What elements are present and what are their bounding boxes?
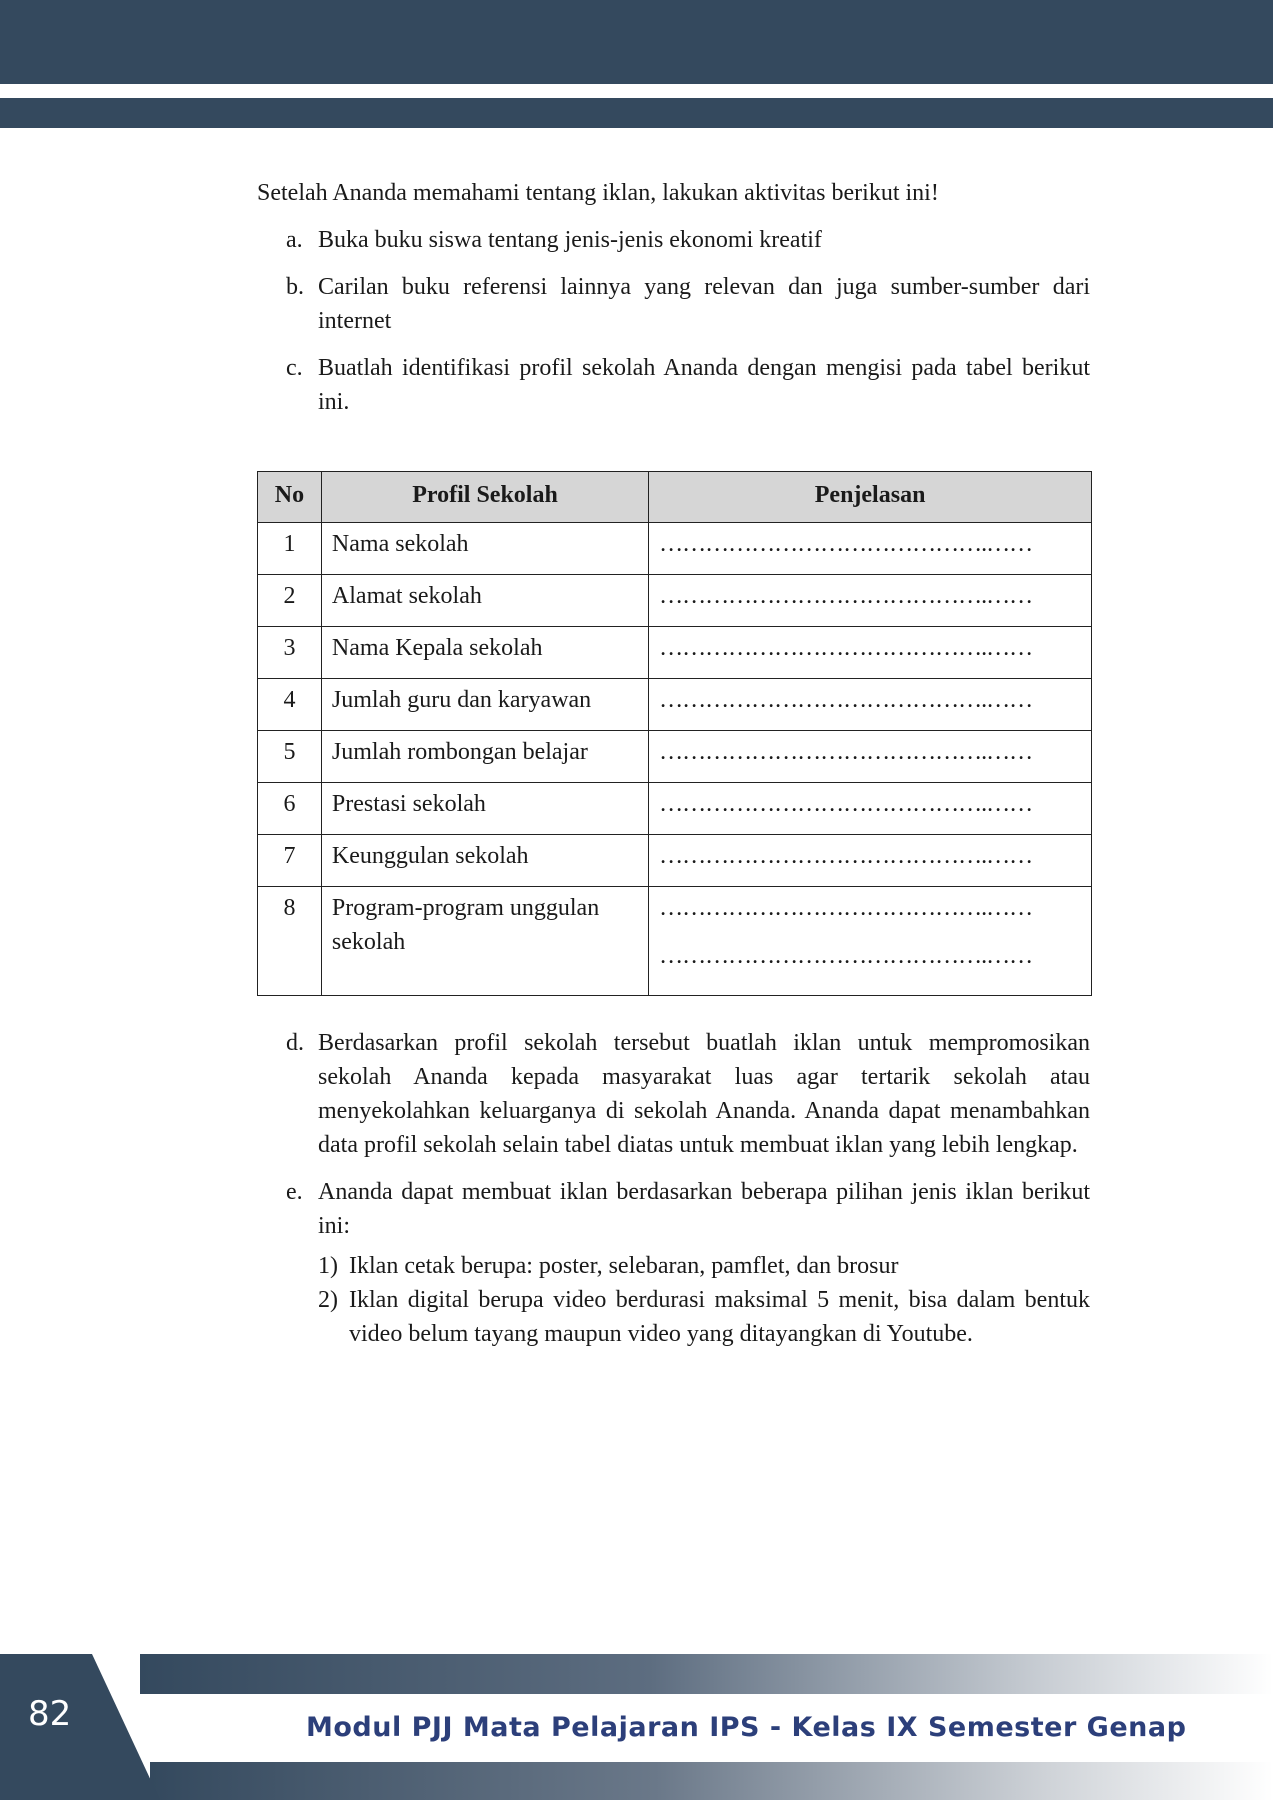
step-d	[257, 1026, 1090, 1162]
table-row	[258, 627, 1092, 679]
row-no: 8	[258, 887, 322, 996]
table-row	[258, 783, 1092, 835]
dots-line-2: …………………………………….……	[659, 943, 1033, 969]
header-profil: Profil Sekolah	[321, 472, 648, 523]
table-row	[258, 835, 1092, 887]
sub-text: Iklan digital berupa video berdurasi maksimal 5 menit, bisa dalam bentuk video belum tayang maupun video yang ditayangkan di Youtube.	[349, 1287, 1090, 1347]
table-row	[258, 887, 1092, 996]
footer-band-top	[140, 1654, 1273, 1694]
row-profil: Jumlah rombongan belajar	[321, 731, 648, 783]
row-profil: Jumlah guru dan karyawan	[321, 679, 648, 731]
step-e	[257, 1175, 1090, 1243]
sub-marker: 1)	[318, 1253, 338, 1279]
step-text: Buka buku siswa tentang jenis-jenis ekonomi kreatif	[318, 227, 822, 253]
step-text: Berdasarkan profil sekolah tersebut buatlah iklan untuk mempromosikan sekolah Ananda kepada masyarakat luas agar tertarik sekolah atau menyekolahkan keluarganya di sekolah Ananda. Ananda dapat menambahkan data profil sekolah selain tabel diatas untuk membuat iklan yang lebih lengkap.	[318, 1030, 1090, 1158]
table-row	[258, 523, 1092, 575]
row-profil: Keunggulan sekolah	[321, 835, 648, 887]
school-profile-table	[257, 471, 1092, 996]
row-penjelasan-blank[interactable]: …………………………………….……	[649, 835, 1092, 887]
row-no: 2	[258, 575, 322, 627]
footer-band-bottom	[150, 1762, 1273, 1800]
page-number: 82	[28, 1694, 72, 1734]
step-c	[257, 351, 1090, 419]
instructions-bottom	[257, 1026, 1090, 1351]
header-bar-secondary	[0, 98, 1273, 128]
step-b	[257, 270, 1090, 338]
table-row	[258, 575, 1092, 627]
row-penjelasan-blank[interactable]: …………………………………….……	[649, 783, 1092, 835]
row-profil: Program-program unggulan sekolah	[321, 887, 648, 996]
row-no: 3	[258, 627, 322, 679]
row-profil: Nama sekolah	[321, 523, 648, 575]
row-no: 5	[258, 731, 322, 783]
instructions-top	[257, 176, 1090, 432]
step-text: Buatlah identifikasi profil sekolah Ananda dengan mengisi pada tabel berikut ini.	[318, 355, 1090, 415]
table-row	[258, 731, 1092, 783]
footer-title: Modul PJJ Mata Pelajaran IPS - Kelas IX Semester Genap	[306, 1712, 1187, 1743]
step-text: Ananda dapat membuat iklan berdasarkan beberapa pilihan jenis iklan berikut ini:	[318, 1179, 1090, 1239]
step-marker: c.	[286, 355, 303, 381]
sub-text: Iklan cetak berupa: poster, selebaran, pamflet, dan brosur	[349, 1253, 899, 1279]
dots-line-1: …………………………………….……	[659, 895, 1033, 921]
table-row	[258, 679, 1092, 731]
step-text: Carilan buku referensi lainnya yang relevan dan juga sumber-sumber dari internet	[318, 274, 1090, 334]
step-marker: d.	[286, 1030, 304, 1056]
row-no: 7	[258, 835, 322, 887]
row-penjelasan-blank[interactable]: …………………………………….……	[649, 523, 1092, 575]
step-marker: b.	[286, 274, 304, 300]
sub-item-1	[257, 1249, 1090, 1283]
row-no: 6	[258, 783, 322, 835]
step-a	[257, 223, 1090, 257]
row-no: 4	[258, 679, 322, 731]
sub-item-2	[257, 1283, 1090, 1351]
footer-page-tab	[0, 1654, 160, 1800]
row-profil: Alamat sekolah	[321, 575, 648, 627]
header-bar	[0, 0, 1273, 84]
row-no: 1	[258, 523, 322, 575]
header-no: No	[258, 472, 322, 523]
row-profil: Nama Kepala sekolah	[321, 627, 648, 679]
row-penjelasan-blank[interactable]: …………………………………….……	[649, 731, 1092, 783]
row-penjelasan-blank[interactable]: …………………………………….……	[649, 575, 1092, 627]
step-marker: a.	[286, 227, 303, 253]
row-profil: Prestasi sekolah	[321, 783, 648, 835]
header-penjelasan: Penjelasan	[649, 472, 1092, 523]
row-penjelasan-blank[interactable]	[649, 887, 1092, 996]
sub-marker: 2)	[318, 1287, 338, 1313]
table-header-row	[258, 472, 1092, 523]
intro-text: Setelah Ananda memahami tentang iklan, lakukan aktivitas berikut ini!	[257, 180, 939, 206]
step-marker: e.	[286, 1179, 303, 1205]
row-penjelasan-blank[interactable]: …………………………………….……	[649, 679, 1092, 731]
row-penjelasan-blank[interactable]: …………………………………….……	[649, 627, 1092, 679]
